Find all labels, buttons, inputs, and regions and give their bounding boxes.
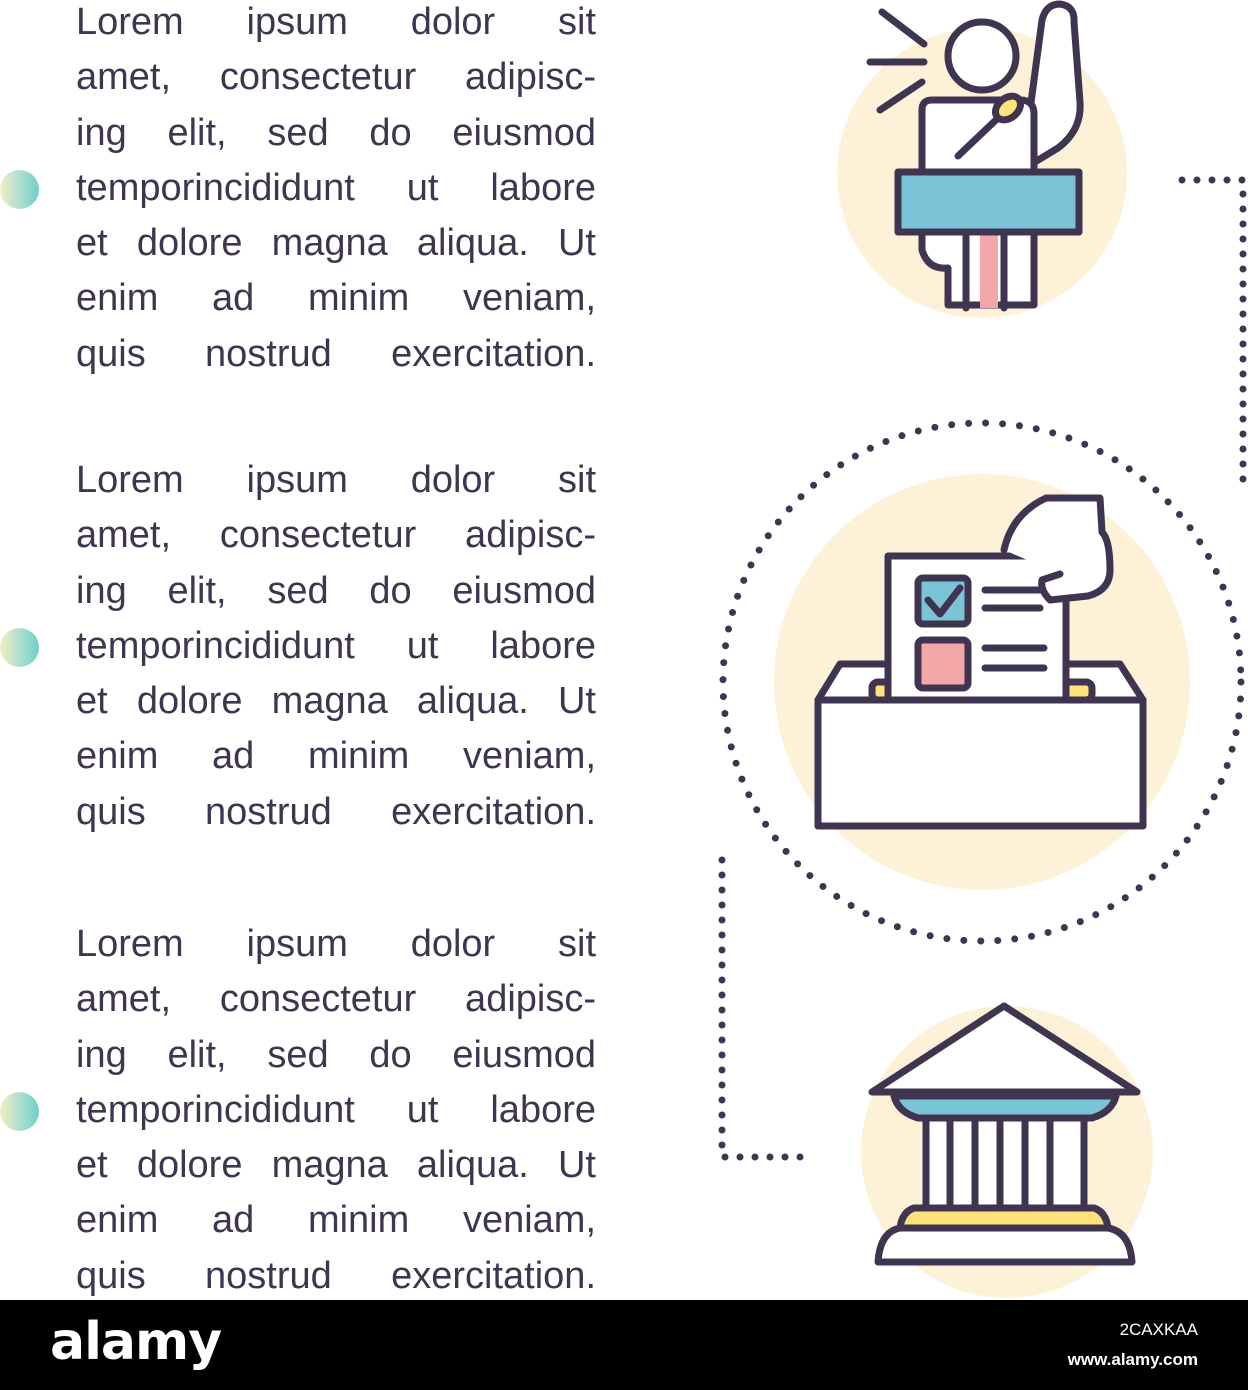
paragraph-line: amet, consectetur adipisc-: [76, 56, 596, 99]
paragraph-line: et dolore magna aliqua. Ut: [76, 1144, 596, 1187]
dotted-connector-top: [1182, 180, 1243, 482]
paragraph-line: quis nostrud exercitation.: [76, 1254, 596, 1297]
paragraph-line: enim ad minim veniam,: [76, 735, 596, 778]
paragraph-line: enim ad minim veniam,: [76, 1199, 596, 1242]
paragraph-line: Lorem ipsum dolor sit: [76, 923, 596, 965]
paragraph-line: et dolore magna aliqua. Ut: [76, 222, 596, 265]
paragraph-line: et dolore magna aliqua. Ut: [76, 680, 596, 723]
paragraph-line: ing elit, sed do eiusmod: [76, 1033, 596, 1076]
paragraph-line: amet, consectetur adipisc-: [76, 514, 596, 557]
footer-logo: alamy: [50, 1312, 222, 1372]
footer-site: www.alamy.com: [1067, 1350, 1198, 1369]
paragraph-line: ing elit, sed do eiusmod: [76, 569, 596, 612]
paragraph-line: amet, consectetur adipisc-: [76, 978, 596, 1021]
paragraph-line: enim ad minim veniam,: [76, 277, 596, 320]
paragraph-line: quis nostrud exercitation.: [76, 332, 596, 375]
paragraph-line: temporincididunt ut labore: [76, 624, 596, 667]
stock-footer: [0, 1300, 1248, 1390]
speaker-at-podium-icon: [837, 4, 1127, 318]
paragraph-line: ing elit, sed do eiusmod: [76, 111, 596, 154]
footer-image-id: 2CAXKAA: [1119, 1320, 1198, 1339]
paragraph-line: Lorem ipsum dolor sit: [76, 1, 596, 43]
paragraph-line: Lorem ipsum dolor sit: [76, 459, 596, 501]
dotted-connector-bottom: [722, 860, 808, 1157]
paragraph-line: temporincididunt ut labore: [76, 1088, 596, 1131]
government-building-icon: [861, 1006, 1153, 1298]
paragraph-line: quis nostrud exercitation.: [76, 790, 596, 833]
paragraph-line: temporincididunt ut labore: [76, 166, 596, 209]
ballot-box-icon: [774, 474, 1190, 890]
